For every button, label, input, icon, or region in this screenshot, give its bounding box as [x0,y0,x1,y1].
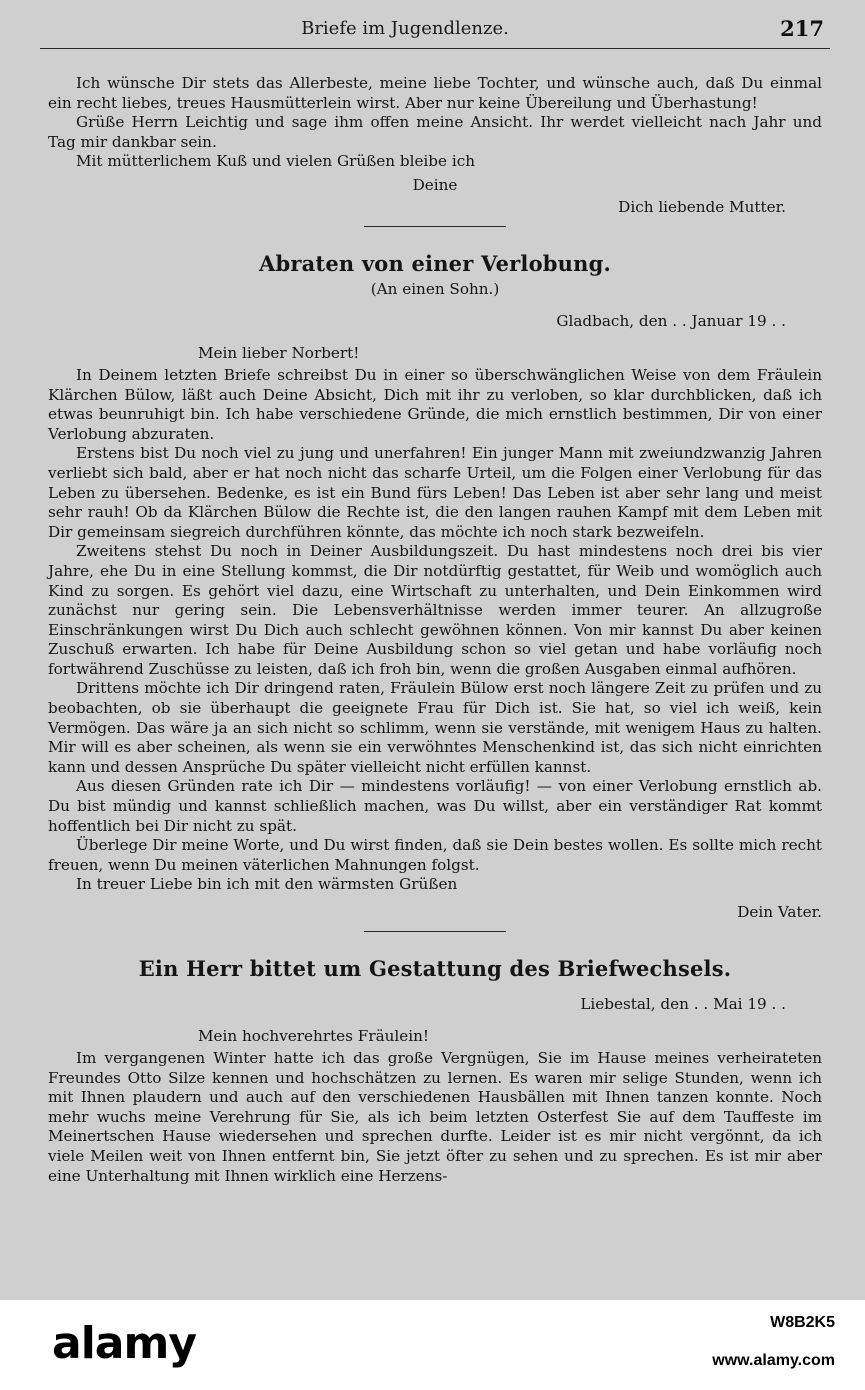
section-title: Ein Herr bittet um Gestattung des Briefwechsels. [138,956,732,981]
page-number: 217 [780,16,824,41]
paragraph: Grüße Herrn Leichtig und sage ihm offen meine Ansicht. Ihr werdet vielleicht nach Jahr und Tag mir dankbar sein. [48,113,822,151]
paragraph: Aus diesen Gründen rate ich Dir — mindestens vorläufig! — von einer Verlobung ernstlich ab. Du bist mündig und kannst schließlich machen, was Du willst, aber ein verständiger Rat kommt hoffentlich bei Dir nicht zu spät. [48,777,822,835]
paragraph: In treuer Liebe bin ich mit den wärmsten Grüßen [76,875,458,894]
salutation: Mein hochverehrtes Fräulein! [198,1027,430,1045]
section-verlobung [48,251,822,921]
signature: Dein Vater. [737,903,822,921]
section-divider [364,226,506,227]
paragraph: Überlege Dir meine Worte, und Du wirst finden, daß sie Dein bestes wollen. Es sollte mich recht freuen, wenn Du meinen väterlichen Mahnungen folgst. [48,836,822,874]
paragraph: Drittens möchte ich Dir dringend raten, Fräulein Bülow erst noch längere Zeit zu prüfen und zu beobachten, ob sie überhaupt die geeignete Frau für Dich ist. Sie hat, so viel ich weiß, kein Vermögen. Das wäre ja an sich nicht so schlimm, wenn sie verstände, mit wenigem Haus zu halten. Mir will es aber scheinen, als wenn sie ein verwöhntes Menschenkind ist, das sich nicht einrichten kann und dessen Ansprüche Du später vielleicht nicht erfüllen kannst. [48,679,822,776]
salutation: Mein lieber Norbert! [198,343,360,362]
paragraph: In Deinem letzten Briefe schreibst Du in einer so überschwänglichen Weise von dem Fräulein Klärchen Bülow, läßt auch Deine Absicht, Dich mit ihr zu verloben, so klar durchblicken, daß ich etwas beunruhigt bin. Ich habe verschiedene Gründe, die mich ernstlich bestimmen, Dir von einer Verlobung abzuraten. [48,365,822,443]
section-divider [364,931,506,932]
stock-footer [0,1300,865,1390]
place-date: Liebestal, den . . Mai 19 . . [580,995,786,1013]
site-url[interactable]: www.alamy.com [712,1352,835,1369]
image-id: W8B2K5 [770,1314,835,1331]
running-title: Briefe im Jugendlenze. [301,18,509,39]
paragraph: Zweitens stehst Du noch in Deiner Ausbildungszeit. Du hast mindestens noch drei bis vier Jahre, ehe Du in eine Stellung kommst, die Dir notdürftig gestattet, für Weib und womöglich auch Kind zu sorgen. Es gehört viel dazu, eine Wirtschaft zu unterhalten, und Dein Einkommen wird zunächst nur gering sein. Die Lebensverhältnisse werden immer teurer. An allzugroße Einschränkungen wirst Du Dich auch schlecht gewöhnen können. Von mir kannst Du aber keinen Zuschuß erwarten. Ich habe für Deine Ausbildung schon so viel getan und habe vorläufig noch fortwährend Zuschüsse zu leisten, daß ich froh bin, wenn die großen Ausgaben einmal aufhören. [48,542,822,678]
paragraph: Im vergangenen Winter hatte ich das große Vergnügen, Sie im Hause meines verheirateten Freundes Otto Silze kennen und hochschätzen zu lernen. Es waren mir selige Stunden, wenn ich mit Ihnen plaudern und auch auf den verschiedenen Hausbällen mit Ihnen tanzen konnte. Noch mehr wuchs meine Verehrung für Sie, als ich beim letzten Osterfest Sie auf dem Tauffeste im Meinertschen Hause wiedersehen und sprechen durfte. Leider ist es mir nicht vergönnt, da ich viele Meilen weit von Ihnen entfernt bin, Sie jetzt öfter zu sehen und zu sprechen. Es ist mir aber eine Unterhaltung mit Ihnen wirklich eine Herzens- [48,1049,822,1185]
place-date: Gladbach, den . . Januar 19 . . [556,311,786,330]
paragraph: Mit mütterlichem Kuß und vielen Grüßen bleibe ich [76,152,475,171]
section-title: Abraten von einer Verlobung. [258,250,611,276]
signature: Dich liebende Mutter. [618,197,786,216]
page-content [48,74,822,1186]
closing: Deine [412,175,458,194]
running-head [40,14,830,49]
section-briefwechsel [48,956,822,1186]
letter-mutter [48,74,822,216]
paragraph: Ich wünsche Dir stets das Allerbeste, meine liebe Tochter, und wünsche auch, daß Du einmal ein recht liebes, treues Hausmütterlein wirst. Aber nur keine Übereilung und Überhastung! [48,74,822,112]
paragraph: Erstens bist Du noch viel zu jung und unerfahren! Ein junger Mann mit zweiundzwanzig Jahren verliebt sich bald, aber er hat noch nicht das scharfe Urteil, um die Folgen einer Verlobung für das Leben zu übersehen. Bedenke, es ist ein Bund fürs Leben! Das Leben ist aber sehr lang und meist sehr rauh! Ob da Klärchen Bülow die Rechte ist, die den langen rauhen Kampf mit dem Leben mit Dir gemeinsam siegreich durchführen könnte, das möchte ich noch stark bezweifeln. [48,444,822,541]
alamy-logo: alamy [52,1318,196,1369]
section-subtitle: (An einen Sohn.) [370,279,500,298]
